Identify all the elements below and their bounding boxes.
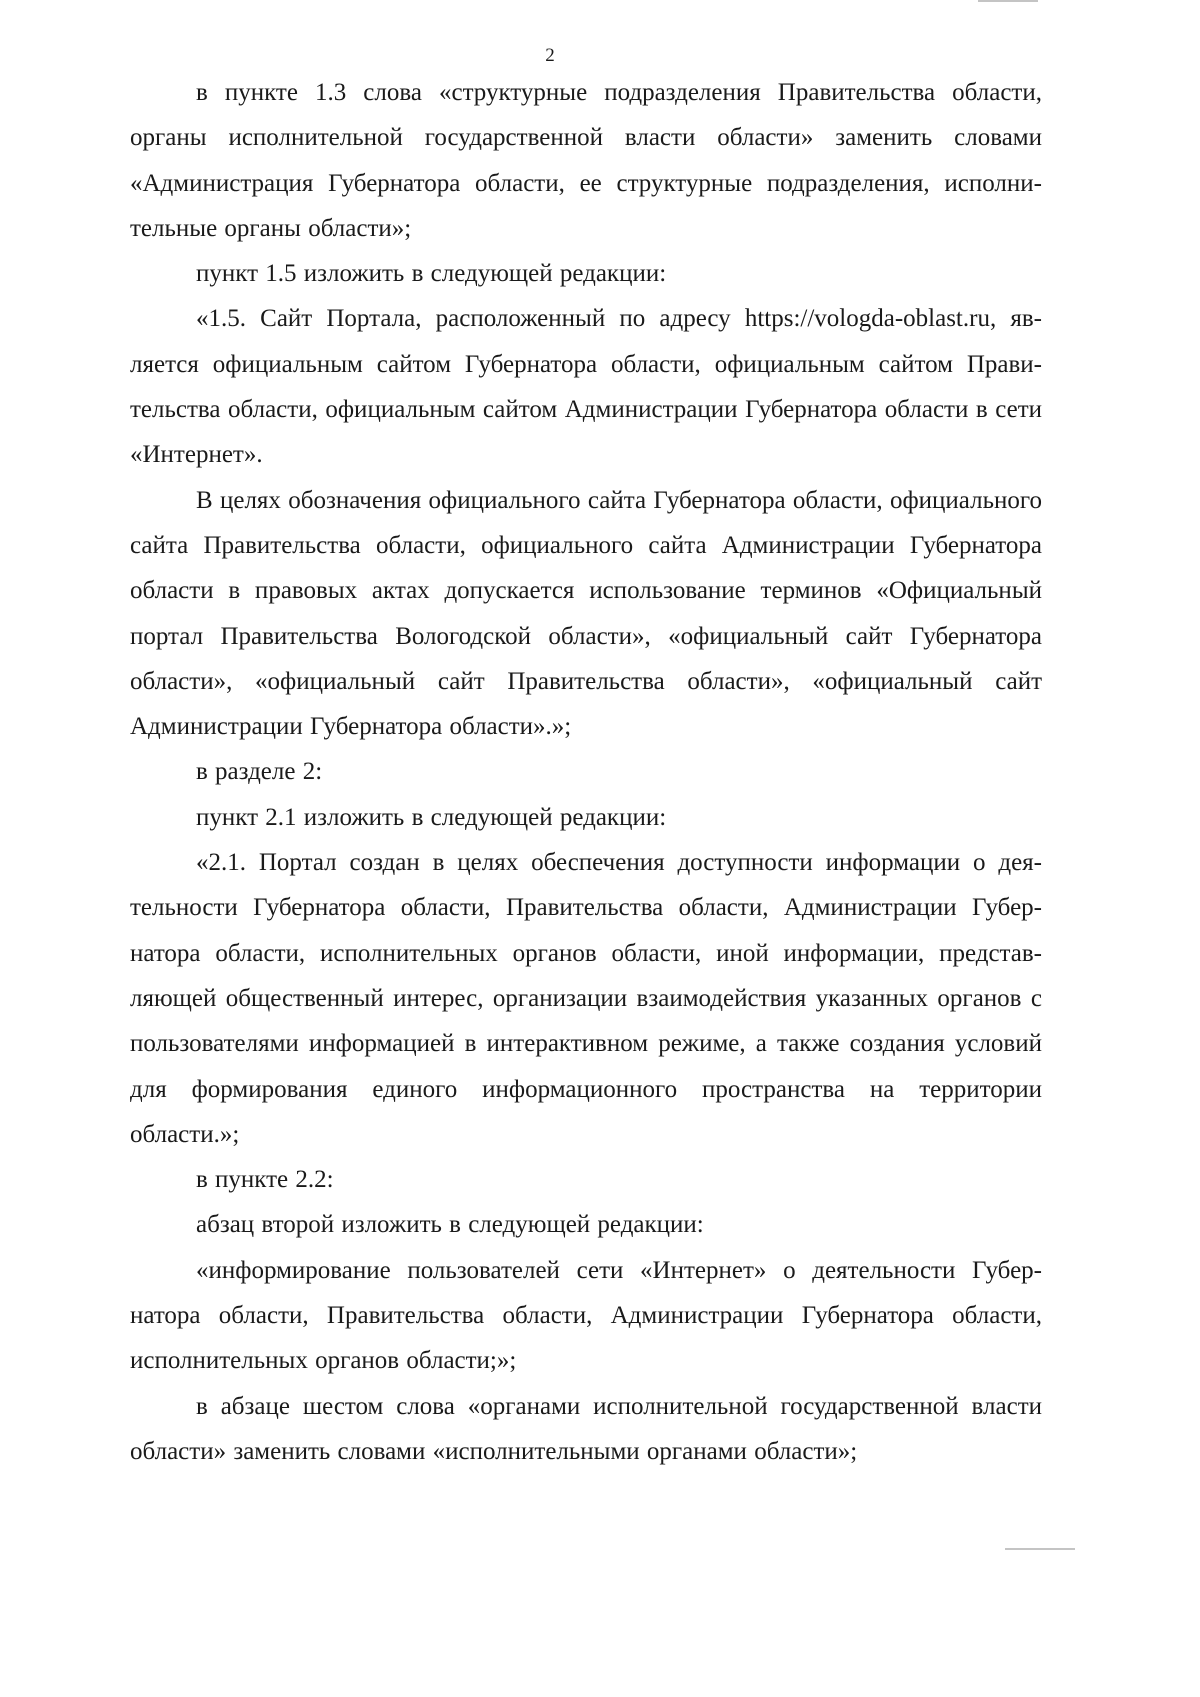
paragraph-item-2-1-text: «2.1. Портал создан в целях обеспечения доступности информации о деятельности Губернатора области, Правительства области, Администрации Губернатора области, исполнительных органов области, иной информации, представляющей общественный интерес, организации взаимодействия указанных органов с пользователями информацией в интерактивном режиме, а также создания условий для формирования единого информационного пространства на территории области.»;	[130, 849, 1042, 1148]
paragraph-item-1-5-text: «1.5. Сайт Портала, расположенный по адресу https://vologda-oblast.ru, является официальным сайтом Губернатора области, официальным сайтом Правительства области, официальным сайтом Администрации Губернатора области в сети «Интернет».	[130, 305, 1042, 469]
paragraph-second-abzac-intro: абзац второй изложить в следующей редакции:	[196, 1211, 704, 1239]
paragraph-item-1-5-intro: пункт 1.5 изложить в следующей редакции:	[196, 260, 667, 288]
paragraph-sixth-abzac: в абзаце шестом слова «органами исполнительной государственной власти области» заменить словами «исполнительными органами области»;	[130, 1392, 1042, 1465]
paragraph-section-2: в разделе 2:	[196, 758, 323, 786]
document-body	[130, 70, 1042, 1474]
scan-artifact-bottom-right	[1005, 1548, 1075, 1550]
scan-artifact-top-right	[978, 0, 1038, 2]
paragraph-item-2-2: в пункте 2.2:	[196, 1166, 334, 1194]
paragraph-item-2-1-intro: пункт 2.1 изложить в следующей редакции:	[196, 803, 667, 831]
paragraph-informing-text: «информирование пользователей сети «Интернет» о деятельности Губернатора области, Правительства области, Администрации Губернатора области, исполнительных органов области;»;	[130, 1256, 1042, 1375]
paragraph-site-terms: В целях обозначения официального сайта Губернатора области, официального сайта Правительства области, официального сайта Администрации Губернатора области в правовых актах допускается использование терминов «Официальный портал Правительства Вологодской области», «официальный сайт Губернатора области», «официальный сайт Правительства области», «официальный сайт Администрации Губернатора области».»;	[130, 486, 1042, 741]
page-number: 2	[545, 45, 555, 66]
paragraph-item-1-3-amendment: в пункте 1.3 слова «структурные подразделения Правительства области, органы исполнительной государственной власти области» заменить словами «Администрация Губернатора области, ее структурные подразделения, исполнительные органы области»;	[130, 79, 1042, 242]
